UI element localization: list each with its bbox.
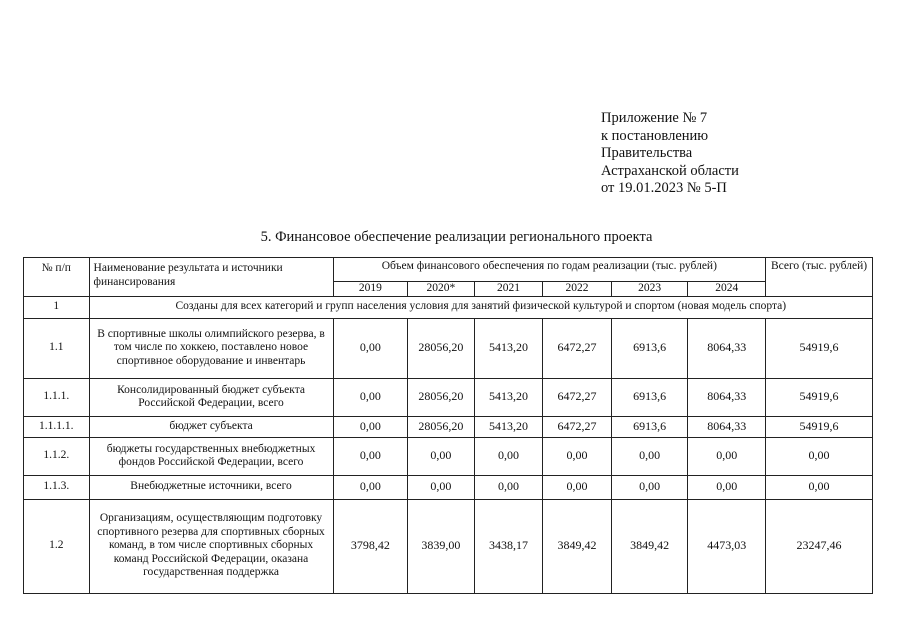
appendix-block [601, 110, 739, 198]
row-value: 6913,6 [611, 318, 688, 378]
row-value: 0,00 [408, 475, 475, 499]
row-value: 0,00 [543, 437, 612, 475]
table-row [24, 475, 873, 499]
row-value: 6913,6 [611, 378, 688, 416]
row-num: 1.1.1. [24, 378, 90, 416]
row-value: 3849,42 [611, 499, 688, 593]
row-value: 6913,6 [611, 416, 688, 437]
table-row [24, 499, 873, 593]
header-year: 2021 [474, 282, 543, 297]
row-value: 3839,00 [408, 499, 475, 593]
row-value: 8064,33 [688, 416, 766, 437]
row-value: 8064,33 [688, 318, 766, 378]
row-value: 6472,27 [543, 416, 612, 437]
row-total: 0,00 [766, 437, 873, 475]
header-year: 2022 [543, 282, 612, 297]
row-value: 0,00 [611, 437, 688, 475]
row-value: 8064,33 [688, 378, 766, 416]
appendix-line: Приложение № 7 [601, 110, 708, 126]
row-value: 0,00 [333, 416, 408, 437]
row-num: 1.2 [24, 499, 90, 593]
row-value: 3798,42 [333, 499, 408, 593]
section-row-text: Созданы для всех категорий и групп населения условия для занятий физической культурой и спортом (новая модель спорта) [89, 296, 872, 318]
row-value: 28056,20 [408, 416, 475, 437]
row-value: 0,00 [474, 437, 543, 475]
row-name: бюджет субъекта [89, 416, 333, 437]
header-name: Наименование результата и источники финансирования [89, 258, 333, 297]
row-name: Консолидированный бюджет субъекта Российской Федерации, всего [89, 378, 333, 416]
header-total: Всего (тыс. рублей) [766, 258, 873, 297]
section-title: 5. Финансовое обеспечение реализации регионального проекта [260, 229, 653, 245]
row-value: 5413,20 [474, 378, 543, 416]
row-value: 0,00 [474, 475, 543, 499]
row-num: 1.1.1.1. [24, 416, 90, 437]
row-total: 0,00 [766, 475, 873, 499]
row-value: 4473,03 [688, 499, 766, 593]
row-value: 3849,42 [543, 499, 612, 593]
header-num: № п/п [24, 258, 90, 297]
row-value: 5413,20 [474, 318, 543, 378]
row-total: 23247,46 [766, 499, 873, 593]
row-value: 6472,27 [543, 318, 612, 378]
row-value: 0,00 [543, 475, 612, 499]
row-num: 1.1.2. [24, 437, 90, 475]
header-year: 2023 [611, 282, 688, 297]
row-value: 5413,20 [474, 416, 543, 437]
appendix-line: Астраханской области [601, 162, 739, 179]
row-value: 6472,27 [543, 378, 612, 416]
appendix-line: к постановлению [601, 127, 709, 144]
section-row [24, 296, 873, 318]
table-row [24, 378, 873, 416]
financing-table [23, 257, 873, 594]
row-name: Внебюджетные источники, всего [89, 475, 333, 499]
row-num: 1.1.3. [24, 475, 90, 499]
row-value: 28056,20 [408, 318, 475, 378]
appendix-line: от 19.01.2023 № 5-П [601, 180, 727, 196]
row-value: 3438,17 [474, 499, 543, 593]
row-num: 1.1 [24, 318, 90, 378]
header-year: 2020* [408, 282, 475, 297]
header-year: 2019 [333, 282, 408, 297]
table-row [24, 318, 873, 378]
row-total: 54919,6 [766, 416, 873, 437]
row-value: 0,00 [333, 437, 408, 475]
row-total: 54919,6 [766, 378, 873, 416]
header-volume: Объем финансового обеспечения по годам реализации (тыс. рублей) [333, 258, 766, 282]
appendix-line: Правительства [601, 145, 693, 161]
row-name: Организациям, осуществляющим подготовку спортивного резерва для спортивных сборных команд, в том числе спортивных сборных команд Российской Федерации, оказана государственная поддержка [89, 499, 333, 593]
row-value: 0,00 [333, 318, 408, 378]
row-num: 1 [24, 296, 90, 318]
row-value: 0,00 [333, 378, 408, 416]
row-value: 28056,20 [408, 378, 475, 416]
row-name: В спортивные школы олимпийского резерва, в том числе по хоккею, поставлено новое спортивное оборудование и инвентарь [89, 318, 333, 378]
row-value: 0,00 [611, 475, 688, 499]
row-value: 0,00 [333, 475, 408, 499]
row-value: 0,00 [688, 437, 766, 475]
row-value: 0,00 [408, 437, 475, 475]
row-value: 0,00 [688, 475, 766, 499]
row-name: бюджеты государственных внебюджетных фондов Российской Федерации, всего [89, 437, 333, 475]
header-year: 2024 [688, 282, 766, 297]
table-row [24, 437, 873, 475]
table-row [24, 416, 873, 437]
row-total: 54919,6 [766, 318, 873, 378]
